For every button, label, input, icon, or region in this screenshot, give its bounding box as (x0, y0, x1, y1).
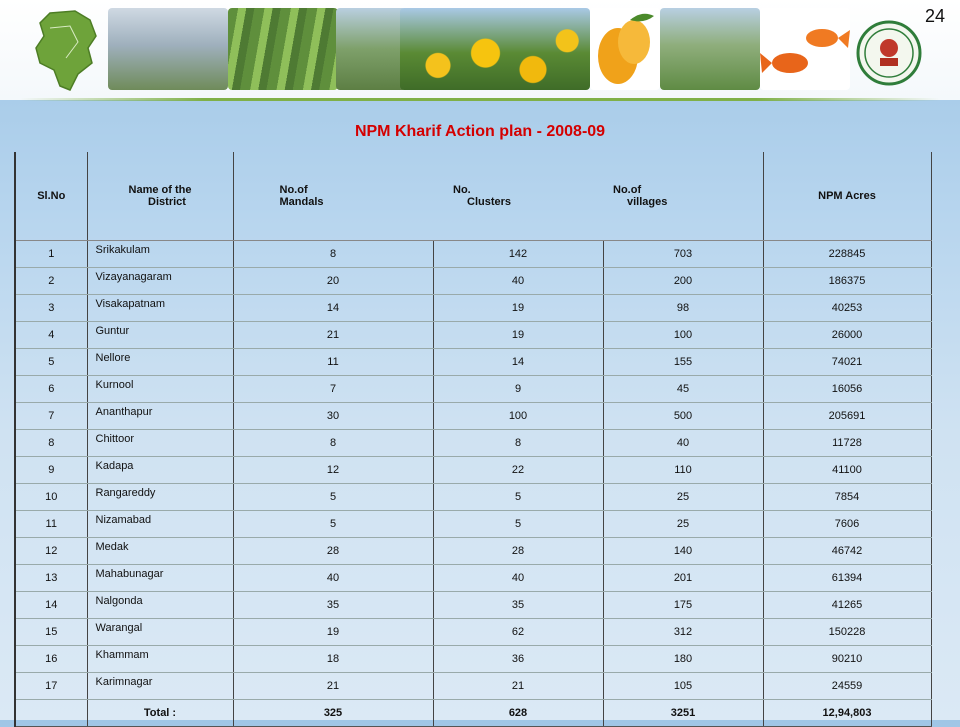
district-cell: Kadapa (87, 457, 233, 484)
slno-cell: 17 (15, 673, 87, 700)
clusters-cell: 40 (433, 268, 603, 295)
slno-cell: 13 (15, 565, 87, 592)
slno-cell: 14 (15, 592, 87, 619)
district-cell: Srikakulam (87, 241, 233, 268)
mandals-cell: 8 (233, 241, 433, 268)
header-villages-line1: No.of (613, 184, 642, 196)
slno-cell: 15 (15, 619, 87, 646)
header-slno: Sl.No (15, 152, 87, 241)
banner-divider (20, 98, 940, 101)
header-district-line1: Name of the (128, 184, 192, 196)
acres-cell: 24559 (763, 673, 931, 700)
acres-cell: 16056 (763, 376, 931, 403)
mandals-cell: 28 (233, 538, 433, 565)
total-villages: 3251 (603, 700, 763, 727)
header-district-line2: District (148, 196, 186, 208)
slno-cell: 3 (15, 295, 87, 322)
header-district (87, 152, 233, 241)
villages-cell: 201 (603, 565, 763, 592)
villages-cell: 40 (603, 430, 763, 457)
clusters-cell: 19 (433, 295, 603, 322)
district-cell: Medak (87, 538, 233, 565)
mandals-cell: 5 (233, 484, 433, 511)
clusters-cell: 5 (433, 484, 603, 511)
acres-cell: 150228 (763, 619, 931, 646)
slno-cell: 5 (15, 349, 87, 376)
mandals-cell: 12 (233, 457, 433, 484)
table-row (15, 484, 931, 511)
mandals-cell: 18 (233, 646, 433, 673)
action-plan-table (14, 152, 932, 727)
slno-cell: 4 (15, 322, 87, 349)
mandals-cell: 30 (233, 403, 433, 430)
acres-cell: 41100 (763, 457, 931, 484)
slno-cell: 6 (15, 376, 87, 403)
villages-cell: 155 (603, 349, 763, 376)
villages-cell: 140 (603, 538, 763, 565)
table-row (15, 376, 931, 403)
acres-cell: 41265 (763, 592, 931, 619)
mandals-cell: 7 (233, 376, 433, 403)
villages-cell: 500 (603, 403, 763, 430)
table-row (15, 403, 931, 430)
slno-cell: 10 (15, 484, 87, 511)
total-label: Total : (87, 700, 233, 727)
clusters-cell: 9 (433, 376, 603, 403)
table-row (15, 295, 931, 322)
district-cell: Nalgonda (87, 592, 233, 619)
acres-cell: 46742 (763, 538, 931, 565)
clusters-cell: 8 (433, 430, 603, 457)
total-mandals: 325 (233, 700, 433, 727)
acres-cell: 7606 (763, 511, 931, 538)
district-cell: Rangareddy (87, 484, 233, 511)
header-villages (603, 152, 763, 241)
header-mandals (233, 152, 433, 241)
acres-cell: 186375 (763, 268, 931, 295)
table-row (15, 511, 931, 538)
header-clusters (433, 152, 603, 241)
fish-photo (760, 8, 850, 90)
acres-cell: 40253 (763, 295, 931, 322)
mandals-cell: 21 (233, 673, 433, 700)
clusters-cell: 35 (433, 592, 603, 619)
slno-cell: 16 (15, 646, 87, 673)
district-cell: Karimnagar (87, 673, 233, 700)
clusters-cell: 100 (433, 403, 603, 430)
table-row (15, 430, 931, 457)
header-villages-line2: villages (627, 196, 668, 208)
table-row (15, 457, 931, 484)
villages-cell: 200 (603, 268, 763, 295)
clusters-cell: 14 (433, 349, 603, 376)
acres-cell: 228845 (763, 241, 931, 268)
table-row (15, 565, 931, 592)
villages-cell: 98 (603, 295, 763, 322)
slno-cell: 8 (15, 430, 87, 457)
header-clusters-line1: No. (453, 184, 471, 196)
page-title: NPM Kharif Action plan - 2008-09 (354, 123, 606, 140)
district-cell: Khammam (87, 646, 233, 673)
clusters-cell: 21 (433, 673, 603, 700)
table-row (15, 241, 931, 268)
mandals-cell: 21 (233, 322, 433, 349)
acres-cell: 90210 (763, 646, 931, 673)
header-mandals-line1: No.of (279, 184, 308, 196)
sunflower-photo (400, 8, 590, 90)
table-row (15, 619, 931, 646)
district-cell: Guntur (87, 322, 233, 349)
page-number: 24 (925, 6, 946, 26)
mandals-cell: 19 (233, 619, 433, 646)
table-row (15, 646, 931, 673)
acres-cell: 11728 (763, 430, 931, 457)
villages-cell: 110 (603, 457, 763, 484)
slno-cell: 9 (15, 457, 87, 484)
villages-cell: 180 (603, 646, 763, 673)
slno-cell: 11 (15, 511, 87, 538)
mandals-cell: 14 (233, 295, 433, 322)
villages-cell: 45 (603, 376, 763, 403)
villages-cell: 25 (603, 484, 763, 511)
villages-cell: 312 (603, 619, 763, 646)
district-cell: Mahabunagar (87, 565, 233, 592)
header-banner (0, 0, 960, 100)
clusters-cell: 5 (433, 511, 603, 538)
villages-cell: 703 (603, 241, 763, 268)
state-map-icon (30, 8, 100, 93)
district-cell: Kurnool (87, 376, 233, 403)
table-row (15, 592, 931, 619)
crop-field-photo (228, 8, 338, 90)
table-row (15, 268, 931, 295)
district-cell: Ananthapur (87, 403, 233, 430)
mandals-cell: 8 (233, 430, 433, 457)
district-cell: Visakapatnam (87, 295, 233, 322)
table-header-row (15, 152, 931, 241)
district-cell: Nellore (87, 349, 233, 376)
mango-photo (590, 8, 660, 90)
total-row (15, 700, 931, 727)
clusters-cell: 142 (433, 241, 603, 268)
dam-photo (108, 8, 228, 90)
slno-cell: 1 (15, 241, 87, 268)
table-row (15, 538, 931, 565)
villages-cell: 175 (603, 592, 763, 619)
farmers-photo (660, 8, 760, 90)
acres-cell: 7854 (763, 484, 931, 511)
header-acres: NPM Acres (763, 152, 931, 241)
table-row (15, 349, 931, 376)
clusters-cell: 22 (433, 457, 603, 484)
clusters-cell: 62 (433, 619, 603, 646)
clusters-cell: 19 (433, 322, 603, 349)
clusters-cell: 36 (433, 646, 603, 673)
total-acres: 12,94,803 (763, 700, 931, 727)
acres-cell: 26000 (763, 322, 931, 349)
clusters-cell: 28 (433, 538, 603, 565)
table-row (15, 322, 931, 349)
clusters-cell: 40 (433, 565, 603, 592)
livestock-photo (336, 8, 406, 90)
acres-cell: 74021 (763, 349, 931, 376)
government-emblem-icon (856, 20, 922, 86)
slno-cell: 12 (15, 538, 87, 565)
table-row (15, 673, 931, 700)
slno-cell: 7 (15, 403, 87, 430)
villages-cell: 105 (603, 673, 763, 700)
header-mandals-line2: Mandals (279, 196, 324, 208)
total-clusters: 628 (433, 700, 603, 727)
header-clusters-line2: Clusters (467, 196, 512, 208)
villages-cell: 25 (603, 511, 763, 538)
slno-cell: 2 (15, 268, 87, 295)
acres-cell: 205691 (763, 403, 931, 430)
mandals-cell: 5 (233, 511, 433, 538)
mandals-cell: 11 (233, 349, 433, 376)
mandals-cell: 40 (233, 565, 433, 592)
mandals-cell: 20 (233, 268, 433, 295)
district-cell: Warangal (87, 619, 233, 646)
acres-cell: 61394 (763, 565, 931, 592)
district-cell: Chittoor (87, 430, 233, 457)
total-empty-cell (15, 700, 87, 727)
villages-cell: 100 (603, 322, 763, 349)
district-cell: Vizayanagaram (87, 268, 233, 295)
mandals-cell: 35 (233, 592, 433, 619)
district-cell: Nizamabad (87, 511, 233, 538)
